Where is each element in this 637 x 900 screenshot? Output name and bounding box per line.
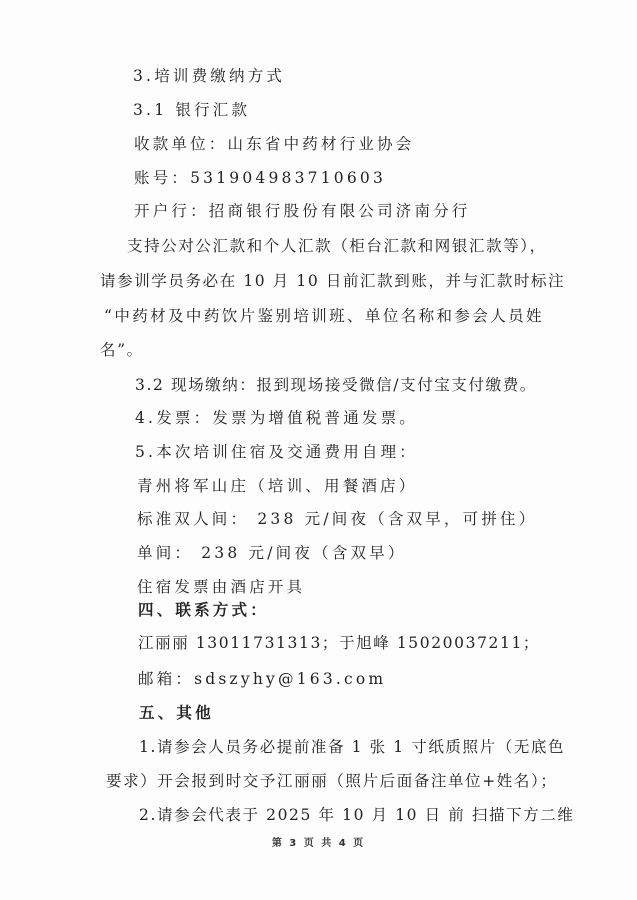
paragraph-line: 2.请参会代表于 2025 年 10 月 10 日 前 扫描下方二维 [139, 806, 575, 824]
bank-transfer-heading: 3.1 银行汇款 [133, 101, 251, 119]
section-fee-payment-heading: 3.培训费缴纳方式 [133, 67, 286, 85]
invoice-line: 4.发票：发票为增值税普通发票。 [135, 409, 418, 427]
contact-phones-line: 江丽丽 13011731313；于旭峰 15020037211； [138, 634, 541, 652]
payee-line: 收款单位：山东省中药材行业协会 [134, 135, 415, 153]
paragraph-line: 支持公对公汇款和个人汇款（柜台汇款和网银汇款等）， [127, 237, 547, 255]
bank-branch-line: 开户行：招商银行股份有限公司济南分行 [134, 202, 471, 220]
other-heading: 五、其他 [139, 704, 214, 722]
double-room-line: 标准双人间： 238 元/间夜（含双早，可拼住） [137, 510, 538, 528]
accommodation-heading: 5.本次培训住宿及交通费用自理： [135, 443, 418, 461]
hotel-invoice-line: 住宿发票由酒店开具 [137, 578, 306, 596]
onsite-payment-line: 3.2 现场缴纳：报到现场接受微信/支付宝支付缴费。 [135, 376, 537, 394]
paragraph-line: 1.请参会人员务必提前准备 1 张 1 寸纸质照片（无底色 [139, 738, 566, 756]
paragraph-line: 要求）开会报到时交予江丽丽（照片后面备注单位+姓名）； [106, 772, 558, 790]
page-footer: 第 3 页 共 4 页 [271, 838, 366, 849]
single-room-line: 单间： 238 元/间夜（含双早） [137, 544, 407, 562]
hotel-line: 青州将军山庄（培训、用餐酒店） [137, 477, 418, 495]
paragraph-line: “中药材及中药饮片鉴别培训班、单位名称和参会人员姓 [104, 307, 544, 325]
email-line: 邮箱：sdszyhy@163.com [138, 670, 387, 688]
paragraph-line: 名”。 [100, 341, 144, 359]
paragraph-line: 请参训学员务必在 10 月 10 日前汇款到账，并与汇款时标注 [100, 272, 566, 290]
contact-heading: 四、联系方式： [138, 601, 269, 619]
account-number-line: 账号：531904983710603 [134, 169, 387, 187]
